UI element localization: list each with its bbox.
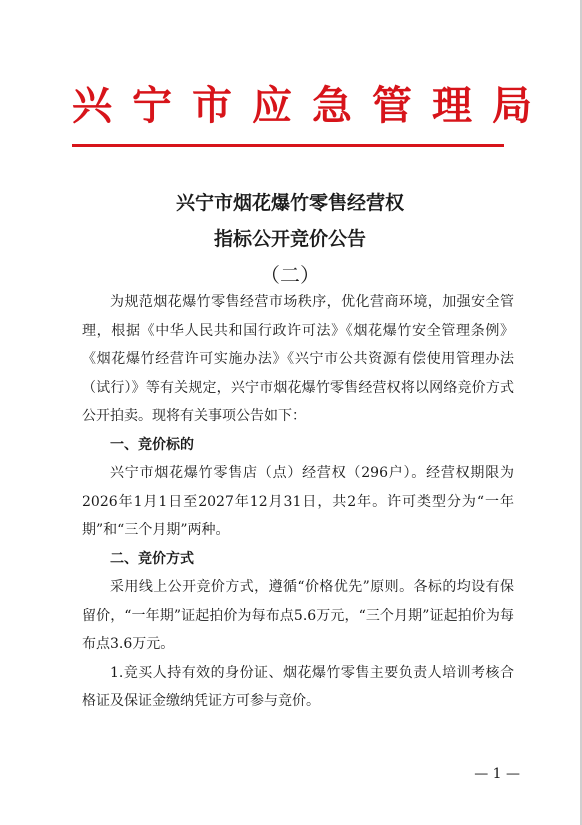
document-number: （二） [260,263,320,287]
section-1-paragraph: 兴宁市烟花爆竹零售店（点）经营权（296户）。经营权期限为2026年1月1日至2027年12月31日，共2年。许可类型分为“一年期”和“三个月期”两种。 [82,465,514,538]
document-title-line-1: 兴宁市烟花爆竹零售经营权 [175,192,404,214]
document-title-line-2: 指标公开竞价公告 [213,228,366,250]
item-1-paragraph: 1.竞买人持有效的身份证、烟花爆竹零售主要负责人培训考核合格证及保证金缴纳凭证方可参与竞价。 [82,664,514,709]
section-2-heading: 二、竞价方式 [110,550,194,567]
section-1-heading: 一、竞价标的 [110,436,194,453]
document-body [82,288,514,716]
page-number: — 1 — [474,766,520,782]
section-2-paragraph: 采用线上公开竞价方式，遵循“价格优先”原则。各标的均设有保留价，“一年期”证起拍价为每布点5.6万元，“三个月期”证起拍价为每布点3.6万元。 [82,579,514,652]
agency-header: 兴宁市应急管理局 [72,83,552,129]
red-divider [72,144,504,147]
intro-paragraph: 为规范烟花爆竹零售经营市场秩序，优化营商环境，加强安全管理，根据《中华人民共和国行政许可法》《烟花爆竹安全管理条例》《烟花爆竹经营许可实施办法》《兴宁市公共资源有偿使用管理办法（试行）》等有关规定，兴宁市烟花爆竹零售经营权将以网络竞价方式公开拍卖。现将有关事项公告如下： [82,294,514,424]
